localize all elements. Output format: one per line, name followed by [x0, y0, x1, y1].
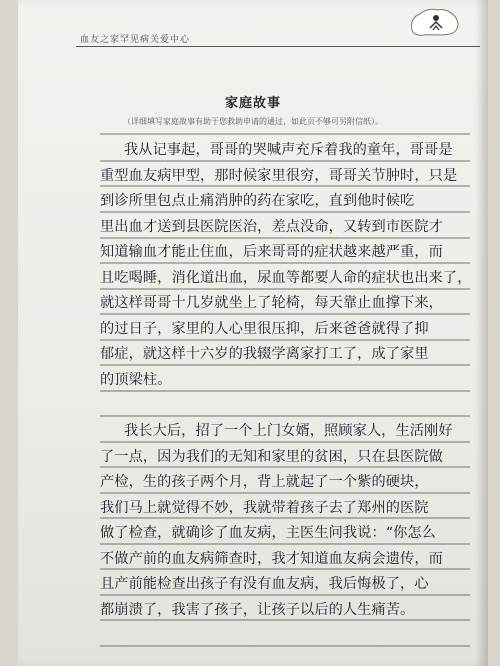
page-title: 家庭故事: [224, 96, 281, 111]
story-line: 我从记事起，哥哥的哭喊声充斥着我的童年，哥哥是: [124, 142, 453, 158]
story-line: 了一点，因为我们的无知和家里的贫困，只在县医院做: [100, 448, 443, 465]
page-edge-shadow: [476, 0, 488, 666]
story-line: 我们马上就觉得不妙，我就带着孩子去了郑州的医院: [100, 499, 429, 516]
story-line: 我长大后，招了一个上门女婿，照顾家人，生活刚好: [124, 423, 453, 439]
story-line: 不做产前的血友病筛查时，我才知道血友病会遗传，而: [100, 550, 443, 567]
story-line: 到诊所里包点止痛消肿的药在家吃，直到他时候吃: [100, 193, 415, 209]
story-line: 的过日子，家里的人心里很压抑，后来爸爸就得了抑: [100, 320, 429, 337]
story-line: 的顶梁柱。: [100, 371, 172, 388]
story-line: 郁症，就这样十六岁的我辍学离家打工了，成了家里: [100, 346, 429, 362]
story-line: 且吃喝睡，消化道出血，尿血等都要人命的症状也出来了，: [100, 269, 472, 286]
story-paragraph-2: [100, 419, 480, 623]
instruction-note: （详细填写家庭故事有助于您救助申请的通过，如此页不够可另附信纸）。: [123, 117, 383, 126]
document-page: [18, 0, 488, 666]
story-line: 就这样哥哥十几岁就坐上了轮椅，每天靠止血撑下来，: [100, 295, 443, 311]
organization-name: 血友之家罕见病关爱中心: [80, 35, 191, 45]
story-line: 做了检查，就确诊了血友病，主医生问我说：“你怎么: [100, 525, 436, 541]
story-paragraph-1: [100, 138, 480, 393]
story-line: 重型血友病甲型，那时候家里很穷，哥哥关节肿时，只是: [100, 167, 458, 184]
story-line: 知道输血才能止住血，后来哥哥的症状越来越严重，而: [100, 244, 443, 260]
story-line: 都崩溃了，我害了孩子，让孩子以后的人生痛苦。: [100, 601, 415, 618]
story-line: 里出血才送到县医院医治，差点没命，又转到市医院才: [100, 218, 443, 235]
story-line: 产检，生的孩子两个月，背上就起了一个紫的硬块，: [100, 474, 429, 490]
story-line: 且产前能检查出孩子有没有血友病，我后悔极了，心: [100, 576, 429, 592]
